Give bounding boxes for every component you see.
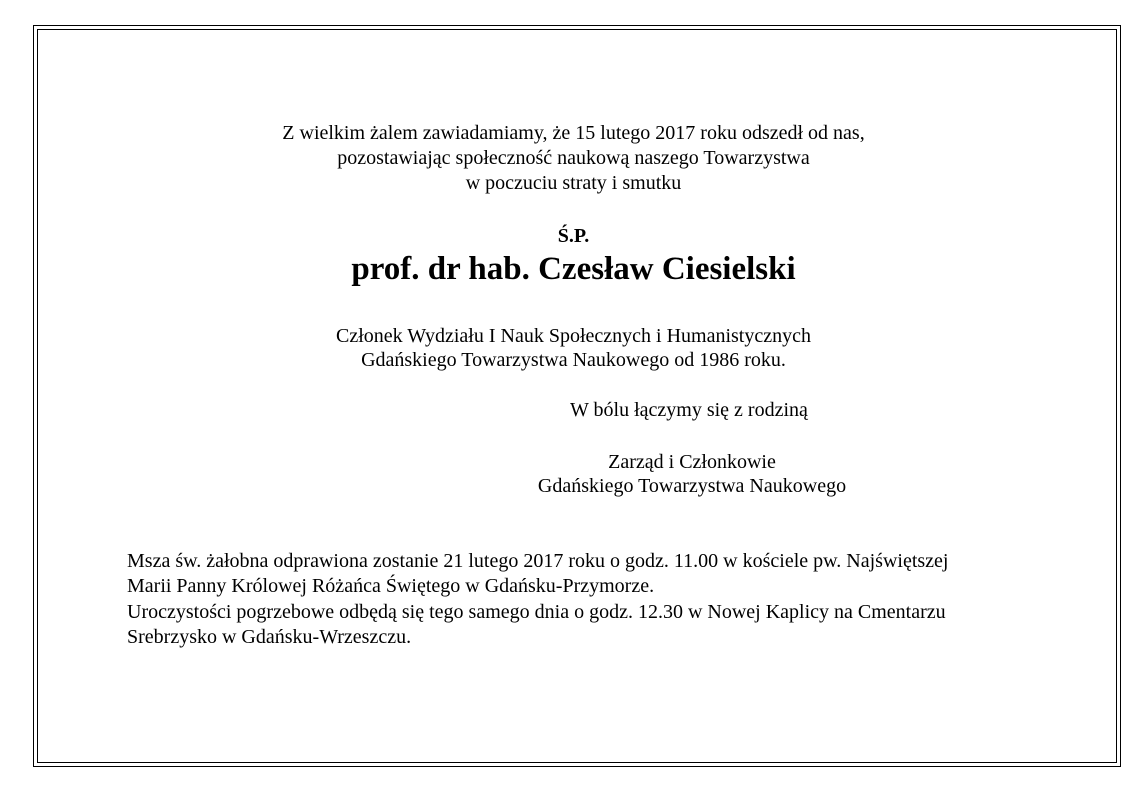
intro-line-3: w poczuciu straty i smutku [465,172,682,194]
intro-line-2: pozostawiając społeczność naukową naszego Towarzystwa [337,147,810,169]
funeral-line-1: Msza św. żałobna odprawiona zostanie 21 lutego 2017 roku o godz. 11.00 w kościele pw. Najświętszej [127,550,949,572]
membership-line-1: Członek Wydziału I Nauk Społecznych i Humanistycznych [336,325,811,347]
deceased-name: prof. dr hab. Czesław Ciesielski [351,251,796,287]
prefix-sp: Ś.P. [557,225,590,247]
intro-line-1: Z wielkim żalem zawiadamiamy, że 15 lutego 2017 roku odszedł od nas, [282,122,865,144]
signature-line-2: Gdańskiego Towarzystwa Naukowego [537,475,847,497]
condolence-text: W bólu łączymy się z rodziną [570,399,808,421]
funeral-line-4: Srebrzysko w Gdańsku-Wrzeszczu. [127,626,412,648]
signature-line-1: Zarząd i Członkowie [608,451,776,473]
membership-line-2: Gdańskiego Towarzystwa Naukowego od 1986 roku. [361,349,786,371]
funeral-line-3: Uroczystości pogrzebowe odbędą się tego samego dnia o godz. 12.30 w Nowej Kaplicy na Cmentarzu [127,601,946,623]
funeral-line-2: Marii Panny Królowej Różańca Świętego w Gdańsku-Przymorze. [127,575,655,597]
